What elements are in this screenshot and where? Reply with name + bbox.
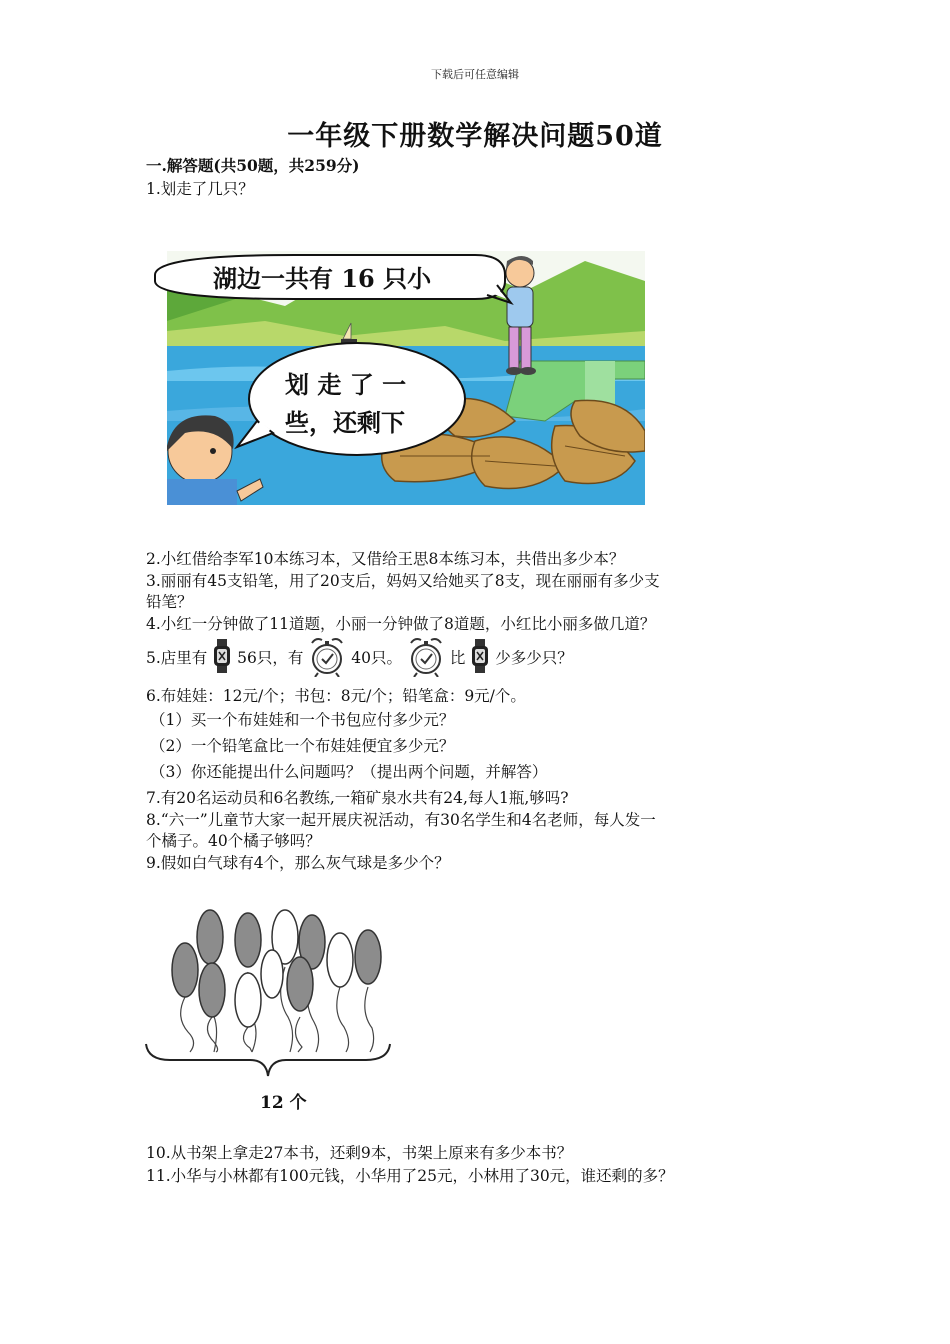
- question-6: 6.布娃娃：12元/个；书包：8元/个；铅笔盒：9元/个。: [146, 687, 526, 705]
- page-title: 一年级下册数学解决问题50道: [287, 121, 663, 152]
- balloon-total-label: 12 个: [260, 1093, 307, 1113]
- lake-illustration: [145, 251, 645, 505]
- alarm-clock-icon: [407, 635, 445, 683]
- header-note: 下载后可任意编辑: [431, 68, 519, 81]
- wristwatch-icon: [470, 639, 490, 679]
- bubble-top-text: 湖边一共有 16 只小: [213, 264, 432, 293]
- question-5-part3: 40只。: [351, 649, 403, 667]
- question-8-line1: 8.“六一”儿童节大家一起开展庆祝活动，有30名学生和4名老师，每人发一: [146, 811, 656, 829]
- question-5-part4: 比: [449, 649, 466, 667]
- question-6-sub3: （3）你还能提出什么问题吗？（提出两个问题，并解答）: [150, 763, 548, 781]
- balloon-illustration: [140, 902, 396, 1117]
- wristwatch-icon: [212, 639, 232, 679]
- section-heading: 一.解答题(共50题，共259分): [146, 156, 360, 175]
- question-5-part1: 5.店里有: [146, 649, 208, 667]
- question-9: 9.假如白气球有4个，那么灰气球是多少个？: [146, 854, 450, 872]
- question-7: 7.有20名运动员和6名教练,一箱矿泉水共有24,每人1瓶,够吗?: [146, 789, 569, 807]
- question-3-line2: 铅笔？: [146, 593, 193, 611]
- bubble-bottom-line1: 划 走 了 一: [285, 370, 407, 399]
- question-4: 4.小红一分钟做了11道题，小丽一分钟做了8道题，小红比小丽多做几道？: [146, 615, 656, 633]
- question-3-line1: 3.丽丽有45支铅笔，用了20支后，妈妈又给她买了8支，现在丽丽有多少支: [146, 572, 660, 590]
- question-2: 2.小红借给李军10本练习本，又借给王思8本练习本，共借出多少本？: [146, 550, 625, 568]
- bubble-bottom-line2: 些，还剩下: [285, 408, 405, 437]
- question-5: [146, 635, 573, 683]
- question-6-sub1: （1）买一个布娃娃和一个书包应付多少元？: [150, 711, 455, 729]
- question-1: 1.划走了几只？: [146, 180, 254, 198]
- question-8-line2: 个橘子。40个橘子够吗？: [146, 832, 321, 850]
- question-10: 10.从书架上拿走27本书，还剩9本，书架上原来有多少本书？: [146, 1144, 573, 1162]
- question-6-sub2: （2）一个铅笔盒比一个布娃娃便宜多少元？: [150, 737, 455, 755]
- alarm-clock-icon: [308, 635, 346, 683]
- question-5-part5: 少多少只？: [495, 649, 573, 667]
- question-11: 11.小华与小林都有100元钱，小华用了25元，小林用了30元，谁还剩的多？: [146, 1167, 674, 1185]
- question-5-part2: 56只，有: [237, 649, 304, 667]
